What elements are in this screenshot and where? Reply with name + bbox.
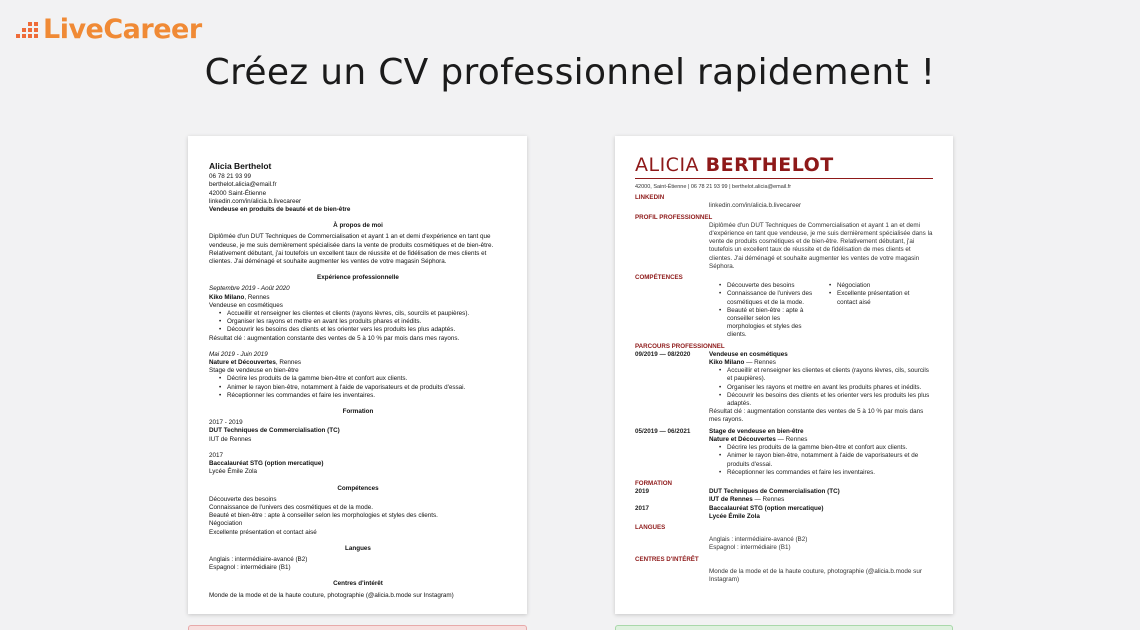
cv-linkedin: linkedin.com/in/alicia.b.livecareer xyxy=(209,197,302,205)
cv-section-about: À propos de moi xyxy=(333,222,383,230)
list-item: Connaissance de l'univers des cosmétiques et de la mode. xyxy=(209,503,373,511)
cv-edu1-degree: DUT Techniques de Commercialisation (TC) xyxy=(709,488,840,496)
cv-exp1-company: Kiko Milano xyxy=(709,359,745,367)
cv-section-education: Formation xyxy=(342,408,374,416)
cv-exp2-role: Stage de vendeuse en bien-être xyxy=(709,427,804,435)
list-item: Excellente présentation et contact aisé xyxy=(209,528,317,536)
cv-name-divider xyxy=(635,178,933,179)
cv-exp2-city: — Rennes xyxy=(775,435,808,443)
cv-section-experience: PARCOURS PROFESSIONNEL xyxy=(635,342,725,350)
cv-edu1-place xyxy=(709,496,840,504)
list-item: • Organiser les rayons et mettre en avant les produits phares et inédits. xyxy=(219,318,507,326)
cv-section-experience: Expérience professionnelle xyxy=(317,274,399,282)
cv-edu2-school: Lycée Émile Zola xyxy=(709,512,760,520)
cv-example-styled[interactable] xyxy=(615,136,953,614)
list-item: Découverte des besoins xyxy=(209,495,277,503)
list-item: • Négociation xyxy=(829,282,919,290)
cv-first-name: ALICIA xyxy=(635,154,700,176)
cv-exp1-details xyxy=(709,351,933,425)
cv-edu1-dates: 2017 - 2019 xyxy=(209,419,243,427)
cv-edu1 xyxy=(635,488,933,504)
list-item: • Décrire les produits de la gamme bien-être et confort aux clients. xyxy=(719,444,933,452)
list-item: • Excellente présentation et contact aisé xyxy=(829,290,919,306)
cv-title: Vendeuse en produits de beauté et de bien-être xyxy=(209,206,351,214)
cv-edu2-details xyxy=(709,505,823,521)
cv-exp2-employer xyxy=(209,359,507,367)
cv-contact-line: 42000, Saint-Étienne | 06 78 21 93 99 | berthelot.alicia@email.fr xyxy=(635,184,792,190)
livecareer-logo[interactable] xyxy=(16,14,202,45)
cv-exp2-employer xyxy=(709,436,933,444)
cv-section-profile: PROFIL PROFESSIONNEL xyxy=(635,213,713,221)
cv-example-simple[interactable] xyxy=(188,136,527,614)
cv-skills-col1 xyxy=(709,282,819,339)
list-item: Espagnol : intermédiaire (B1) xyxy=(709,544,791,552)
cv-edu2-degree: Baccalauréat STG (option mercatique) xyxy=(709,504,824,512)
cv-edu1-year: 2019 xyxy=(635,488,650,496)
cv-styled-select-button[interactable] xyxy=(615,625,953,630)
list-item: • Découvrir les besoins des clients et les orienter vers les produits les plus adaptés. xyxy=(719,392,933,408)
cv-exp2-city: , Rennes xyxy=(275,359,302,367)
cv-profile-text: Diplômée d'un DUT Techniques de Commercialisation et ayant 1 an et demi d'expérience en tant que vendeuse, je me suis dernièrement spécialisée dans la vente de produits cosmétiques et de bien-être. Relativement débutant, j'ai toutefois un excellent taux de réussite et de fidélisation de mes clients et clientes. J'ai déménagé et souhaite augmenter les ventes de votre magasin Séphora. xyxy=(709,221,933,270)
cv-edu2-dates: 2017 xyxy=(209,451,224,459)
cv-section-linkedin: LINKEDIN xyxy=(635,194,665,202)
cv-exp2-company: Nature et Découvertes xyxy=(709,435,776,443)
cv-exp2-tasks xyxy=(209,375,507,400)
list-item: Anglais : intermédiaire-avancé (B2) xyxy=(209,555,308,563)
cv-simple-select-button[interactable] xyxy=(188,625,527,630)
cv-email: berthelot.alicia@email.fr xyxy=(209,181,277,189)
cv-edu1-school: IUT de Rennes xyxy=(709,496,753,504)
cv-exp1-dates: 09/2019 — 08/2020 xyxy=(635,350,691,358)
list-item: Anglais : intermédiaire-avancé (B2) xyxy=(709,536,808,544)
cv-edu2 xyxy=(635,505,933,521)
list-item: • Réceptionner les commandes et faire les inventaires. xyxy=(219,392,507,400)
cv-exp1-dates: Septembre 2019 - Août 2020 xyxy=(209,285,290,293)
cv-last-name: BERTHELOT xyxy=(705,154,834,176)
list-item: • Animer le rayon bien-être, notamment à l'aide de vaporisateurs et de produits d'essai. xyxy=(219,384,507,392)
cv-exp2-dates: Mai 2019 - Juin 2019 xyxy=(209,350,268,358)
cv-exp2-dates: 05/2019 — 06/2021 xyxy=(635,427,691,435)
cv-exp1-result: Résultat clé : augmentation constante des ventes de 5 à 10 % par mois dans mes rayons. xyxy=(709,408,924,424)
cv-exp2-details xyxy=(709,428,933,477)
cv-exp1-result: Résultat clé : augmentation constante des ventes de 5 à 10 % par mois dans mes rayons. xyxy=(209,334,460,342)
logo-dots-icon xyxy=(16,17,40,43)
cv-exp1-role: Vendeuse en cosmétiques xyxy=(209,301,283,309)
cv-exp1-role: Vendeuse en cosmétiques xyxy=(709,350,788,358)
cv-interests-text: Monde de la mode et de la haute couture, photographie (@alicia.b.mode sur Instagram) xyxy=(209,591,454,599)
cv-exp1-city: , Rennes xyxy=(244,293,270,301)
cv-city: 42000 Saint-Étienne xyxy=(209,189,267,197)
cv-skills-col2 xyxy=(819,282,919,339)
list-item: • Accueillir et renseigner les clientes et clients (rayons lèvres, cils, sourcils et paupières). xyxy=(219,310,507,318)
cv-name: Alicia Berthelot xyxy=(209,161,272,171)
cv-exp1-employer xyxy=(709,359,933,367)
cv-edu1-details xyxy=(709,488,840,504)
cv-edu1-school: IUT de Rennes xyxy=(209,435,252,443)
cv-exp1-tasks xyxy=(209,310,507,335)
cv-edu1-city: — Rennes xyxy=(752,496,785,504)
cv-edu2-school: Lycée Émile Zola xyxy=(209,468,258,476)
cv-edu2-year: 2017 xyxy=(635,504,650,512)
cv-section-languages: Langues xyxy=(345,544,371,552)
page-headline: Créez un CV professionnel rapidement ! xyxy=(204,52,936,93)
list-item: • Découverte des besoins xyxy=(719,282,819,290)
cv-exp2-role: Stage de vendeuse en bien-être xyxy=(209,367,299,375)
list-item: • Beauté et bien-être : apte à conseiller selon les morphologies et styles des clients. xyxy=(719,307,819,340)
cv-section-interests: Centres d'intérêt xyxy=(333,580,383,588)
cv-edu2-degree: Baccalauréat STG (option mercatique) xyxy=(209,460,324,468)
cv-linkedin: linkedin.com/in/alicia.b.livecareer xyxy=(709,202,802,210)
list-item: • Accueillir et renseigner les clientes et clients (rayons lèvres, cils, sourcils et paupières). xyxy=(719,367,933,383)
list-item: • Découvrir les besoins des clients et les orienter vers les produits les plus adaptés. xyxy=(219,326,507,334)
list-item: Espagnol : intermédiaire (B1) xyxy=(209,564,291,572)
cv-exp1 xyxy=(635,351,933,425)
cv-section-skills: COMPÉTENCES xyxy=(635,274,683,282)
cv-section-languages: LANGUES xyxy=(635,523,666,531)
cv-exp2-company: Nature et Découvertes xyxy=(209,359,276,367)
cv-exp1-tasks xyxy=(709,367,933,408)
list-item: • Décrire les produits de la gamme bien-être et confort aux clients. xyxy=(219,375,507,383)
list-item: • Animer le rayon bien-être, notamment à l'aide de vaporisateurs et de produits d'essai. xyxy=(719,452,933,468)
cv-section-interests: CENTRES D'INTÉRÊT xyxy=(635,555,699,563)
cv-exp2-tasks xyxy=(709,444,933,477)
list-item: Beauté et bien-être : apte à conseiller selon les morphologies et styles des clients. xyxy=(209,512,438,520)
cv-section-skills: Compétences xyxy=(337,484,379,492)
cv-name xyxy=(635,154,933,176)
cv-skills-grid xyxy=(709,282,933,339)
cv-exp2 xyxy=(635,428,933,477)
cv-edu1-degree: DUT Techniques de Commercialisation (TC) xyxy=(209,427,340,435)
cv-interests-text: Monde de la mode et de la haute couture, photographie (@alicia.b.mode sur Instagram) xyxy=(709,567,922,583)
list-item: Négociation xyxy=(209,520,243,528)
logo-text: LiveCareer xyxy=(43,14,202,45)
cv-exp1-city: — Rennes xyxy=(744,359,776,367)
list-item: • Organiser les rayons et mettre en avant les produits phares et inédits. xyxy=(719,384,933,392)
list-item: • Connaissance de l'univers des cosmétiques et de la mode. xyxy=(719,290,819,306)
cv-phone: 06 78 21 93 99 xyxy=(209,173,252,181)
cv-about-text: Diplômée d'un DUT Techniques de Commercialisation et ayant 1 an et demi d'expérience en tant que vendeuse, je me suis dernièrement spécialisée dans la vente de produits cosmétiques et de bien-être. Relativement débutant, j'ai toutefois un excellent taux de réussite et de fidélisation de mes clients et clientes. J'ai déménagé et souhaite augmenter les ventes de votre magasin Séphora. xyxy=(209,233,494,266)
cv-exp1-company: Kiko Milano xyxy=(209,293,245,301)
cv-exp1-employer xyxy=(209,294,507,302)
cv-section-education: FORMATION xyxy=(635,479,673,487)
list-item: • Réceptionner les commandes et faire les inventaires. xyxy=(719,469,933,477)
